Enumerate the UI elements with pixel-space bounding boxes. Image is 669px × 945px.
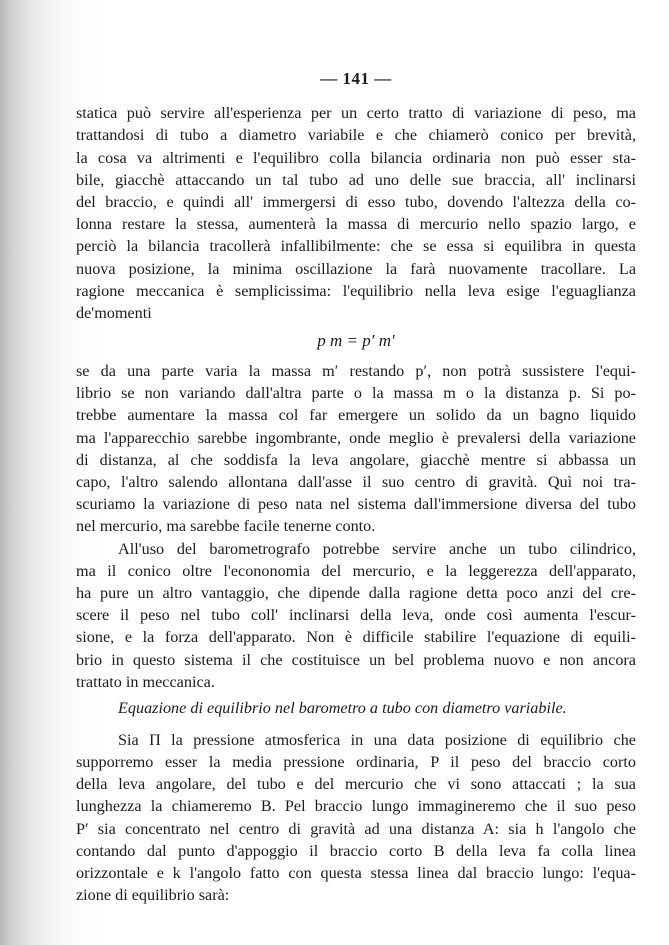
equation-moments: p m = p′ m′	[317, 331, 395, 351]
paragraph-1	[76, 102, 636, 324]
text-line: trattandosi di tubo a diametro variabile e che chiamerò conico per brevità,	[76, 126, 636, 145]
text-line: di distanza, al che soddisfa la leva angolare, giacchè mentre si abbassa un	[76, 450, 636, 469]
paragraph-2	[76, 360, 636, 538]
text-line: sione, e la forza dell'apparato. Non è difficile stabilire l'equazione di equili-	[76, 628, 636, 647]
paragraph-4	[76, 729, 636, 907]
text-line: lunghezza la chiameremo B. Pel braccio lungo immagineremo che il suo peso	[76, 797, 636, 816]
text-line: trebbe aumentare la massa col far emergere un solido da un bagno liquido	[76, 406, 636, 425]
text-line: ma il conico oltre l'econonomia del mercurio, e la leggerezza dell'apparato,	[76, 561, 636, 580]
text-line: librio se non variando dall'altra parte o la massa m o la distanza p. Si po-	[76, 384, 636, 403]
text-line: ma l'apparecchio sarebbe ingombrante, onde meglio è prevalersi della variazione	[76, 428, 636, 447]
text-line: supporremo esser la media pressione ordinaria, P il peso del braccio corto	[76, 753, 636, 772]
text-line: del braccio, e quindi all' immergersi di esso tubo, dovendo l'altezza della co-	[76, 192, 636, 211]
text-line: P′ sia concentrato nel centro di gravità ad una distanza A: sia h l'angolo che	[76, 819, 636, 838]
text-line: trattato in meccanica.	[76, 672, 215, 691]
text-line: lonna restare la stessa, aumenterà la massa di mercurio nello spazio largo, e	[76, 215, 636, 234]
page-number: — 141 —	[320, 69, 392, 88]
text-line: nel mercurio, ma sarebbe facile tenerne conto.	[76, 517, 376, 536]
text-line: contando dal punto d'appoggio il braccio corto B della leva fa colla linea	[76, 841, 636, 860]
text-line: bile, giacchè attaccando un tal tubo ad uno delle sue braccia, all' inclinarsi	[76, 170, 636, 189]
text-line: se da una parte varia la massa m′ restando p′, non potrà sussistere l'equi-	[76, 362, 636, 381]
text-line: la cosa va altrimenti e l'equilibro colla bilancia ordinaria non può esser sta-	[76, 148, 636, 167]
text-line: zione di equilibrio sarà:	[76, 886, 230, 905]
book-page	[76, 68, 636, 906]
text-line: della leva angolare, del tubo e del mercurio che vi sono attaccati ; la sua	[76, 775, 636, 794]
text-line: Sia Π la pressione atmosferica in una data posizione di equilibrio che	[118, 730, 636, 749]
text-line: capo, l'altro salendo allontana dall'asse il suo centro di gravità. Quì noi tra-	[76, 473, 636, 492]
paragraph-3	[76, 538, 636, 693]
text-line: nuova posizione, la minima oscillazione la farà nuovamente tracollare. La	[76, 259, 636, 278]
text-line: orizzontale e k l'angolo fatto con questa stessa linea dal braccio lungo: l'equa-	[76, 864, 636, 883]
text-line: statica può servire all'esperienza per un certo tratto di variazione di peso, ma	[76, 104, 636, 123]
text-line: perciò la bilancia tracollerà infallibilmente: che se essa si equilibra in questa	[76, 237, 636, 256]
text-line: brio in questo sistema il che costituisce un bel problema nuovo e non ancora	[76, 650, 636, 669]
section-heading: Equazione di equilibrio nel barometro a tubo con diametro variabile.	[118, 698, 567, 717]
text-line: de'momenti	[76, 303, 152, 322]
text-line: ha pure un altro vantaggio, che dipende dalla ragione detta poco anzi del cre-	[76, 583, 636, 602]
text-line: scuriamo la variazione di peso nata nel sistema dall'immersione diversa del tubo	[76, 495, 636, 514]
text-line: ragione meccanica è semplicissima: l'equilibrio nella leva esige l'eguaglianza	[76, 281, 636, 300]
text-line: scere il peso nel tubo coll' inclinarsi della leva, onde così aumenta l'escur-	[76, 606, 636, 625]
text-line: All'uso del barometrografo potrebbe servire anche un tubo cilindrico,	[118, 539, 636, 558]
